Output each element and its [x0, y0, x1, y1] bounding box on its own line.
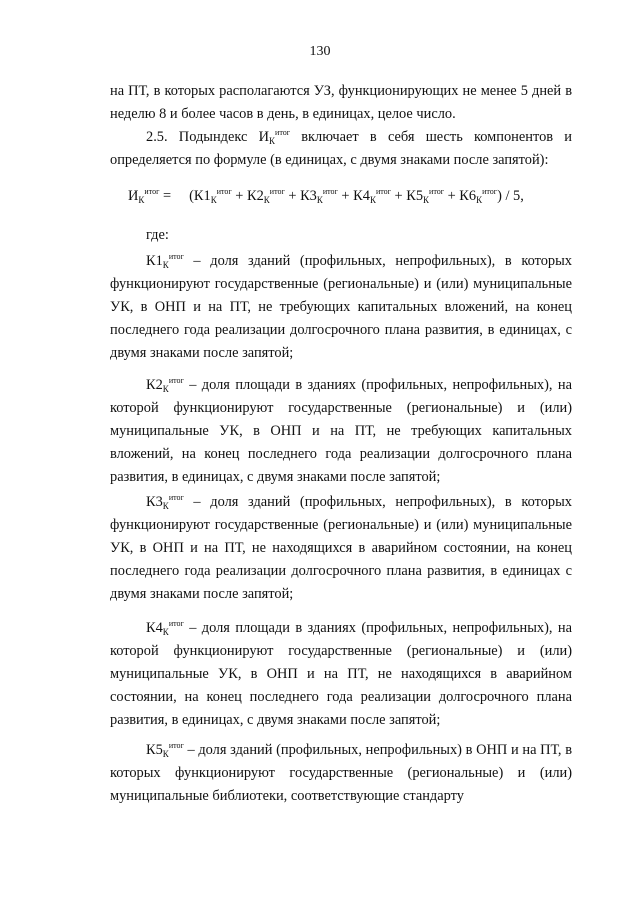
formula-equals: =: [162, 188, 172, 204]
term-name: К3: [146, 494, 163, 510]
formula: [128, 188, 568, 205]
subscript: К: [369, 195, 376, 205]
formula-term: К2: [246, 188, 264, 204]
definition-k3: [110, 491, 572, 606]
superscript: итог: [275, 128, 290, 137]
superscript: итог: [168, 741, 184, 750]
paragraph-2-5: [110, 126, 572, 172]
paragraph-intro: на ПТ, в которых располагаются УЗ, функционирующих не менее 5 дней в неделю 8 и более часов в день, в единицах, целое число.: [110, 83, 572, 122]
superscript: итог: [168, 619, 184, 628]
formula-open-paren: (: [189, 188, 194, 204]
where-label: где:: [146, 227, 169, 243]
subscript: К: [476, 195, 483, 205]
formula-term: К5: [406, 188, 424, 204]
formula-term: К4: [353, 188, 370, 204]
paragraph-2-5-body: включает в себя шесть компонентов и определяется по формуле (в единицах, с двумя знаками после запятой):: [110, 129, 572, 168]
formula-plus: +: [284, 188, 301, 204]
subscript: К: [162, 749, 169, 759]
subscript: К: [162, 384, 169, 394]
definition-k5: [110, 739, 572, 808]
superscript: итог: [168, 493, 184, 502]
subscript: К: [138, 195, 145, 205]
formula-plus: +: [443, 188, 460, 204]
term-name: К1: [146, 253, 163, 269]
superscript: итог: [168, 376, 184, 385]
subscript: К: [423, 195, 430, 205]
definition-k1: [110, 250, 572, 365]
formula-plus: +: [337, 188, 354, 204]
term-name: К4: [146, 620, 163, 636]
term-name: К2: [146, 377, 163, 393]
term-definition: – доля площади в зданиях (профильных, непрофильных), на которой функционируют государственные (региональные) и (или) муниципальные УК, в ОНП и на ПТ, не требующих капитальных вложений, на конец последнего года реализации долгосрочного плана развития, в единицах, с двумя знаками после запятой;: [110, 377, 572, 485]
formula-term: К6: [459, 188, 477, 204]
subscript: К: [162, 260, 169, 270]
paragraph-2-5-lead: 2.5. Подындекс И: [146, 129, 270, 145]
formula-term: К3: [300, 188, 317, 204]
formula-lhs: И: [128, 188, 139, 204]
subscript: К: [316, 195, 323, 205]
superscript: итог: [144, 187, 160, 196]
superscript: итог: [322, 187, 338, 196]
term-definition: – доля зданий (профильных, непрофильных), в которых функционируют государственные (региональные) и (или) муниципальные УК, в ОНП и на ПТ, не находящихся в аварийном состоянии, на конец последнего года реализации долгосрочного плана развития, в единицах с двумя знаками после запятой;: [110, 494, 572, 602]
subscript: К: [263, 195, 270, 205]
superscript: итог: [482, 187, 498, 196]
subscript: К: [210, 195, 217, 205]
definition-k2: [110, 374, 572, 489]
formula-term: К1: [193, 188, 211, 204]
term-definition: – доля зданий (профильных, непрофильных), в которых функционируют государственные (региональные) и (или) муниципальные УК, в ОНП и на ПТ, не требующих капитальных вложений, на конец последнего года реализации долгосрочного плана развития, в единицах, с двумя знаками после запятой;: [110, 253, 572, 361]
formula-plus: +: [231, 188, 247, 204]
term-definition: – доля зданий (профильных, непрофильных) в ОНП и на ПТ, в которых функционируют государственные (региональные) и (или) муниципальные библиотеки, соответствующие стандарту: [110, 742, 572, 804]
superscript: итог: [168, 252, 184, 261]
superscript: итог: [269, 187, 285, 196]
subscript: К: [269, 136, 276, 146]
formula-plus: +: [390, 188, 407, 204]
formula-tail: ) / 5,: [497, 188, 524, 204]
superscript: итог: [375, 187, 391, 196]
definition-k4: [110, 617, 572, 732]
subscript: К: [162, 627, 169, 637]
term-definition: – доля площади в зданиях (профильных, непрофильных), на которой функционируют государственные (региональные) и (или) муниципальные УК, в ОНП и на ПТ, не находящихся в аварийном состоянии, на конец последнего года реализации долгосрочного плана развития, в единицах, с двумя знаками после запятой;: [110, 620, 572, 728]
superscript: итог: [429, 187, 444, 196]
subscript: К: [162, 501, 169, 511]
superscript: итог: [216, 187, 232, 196]
page-number: 130: [309, 44, 331, 59]
term-name: К5: [146, 742, 163, 758]
